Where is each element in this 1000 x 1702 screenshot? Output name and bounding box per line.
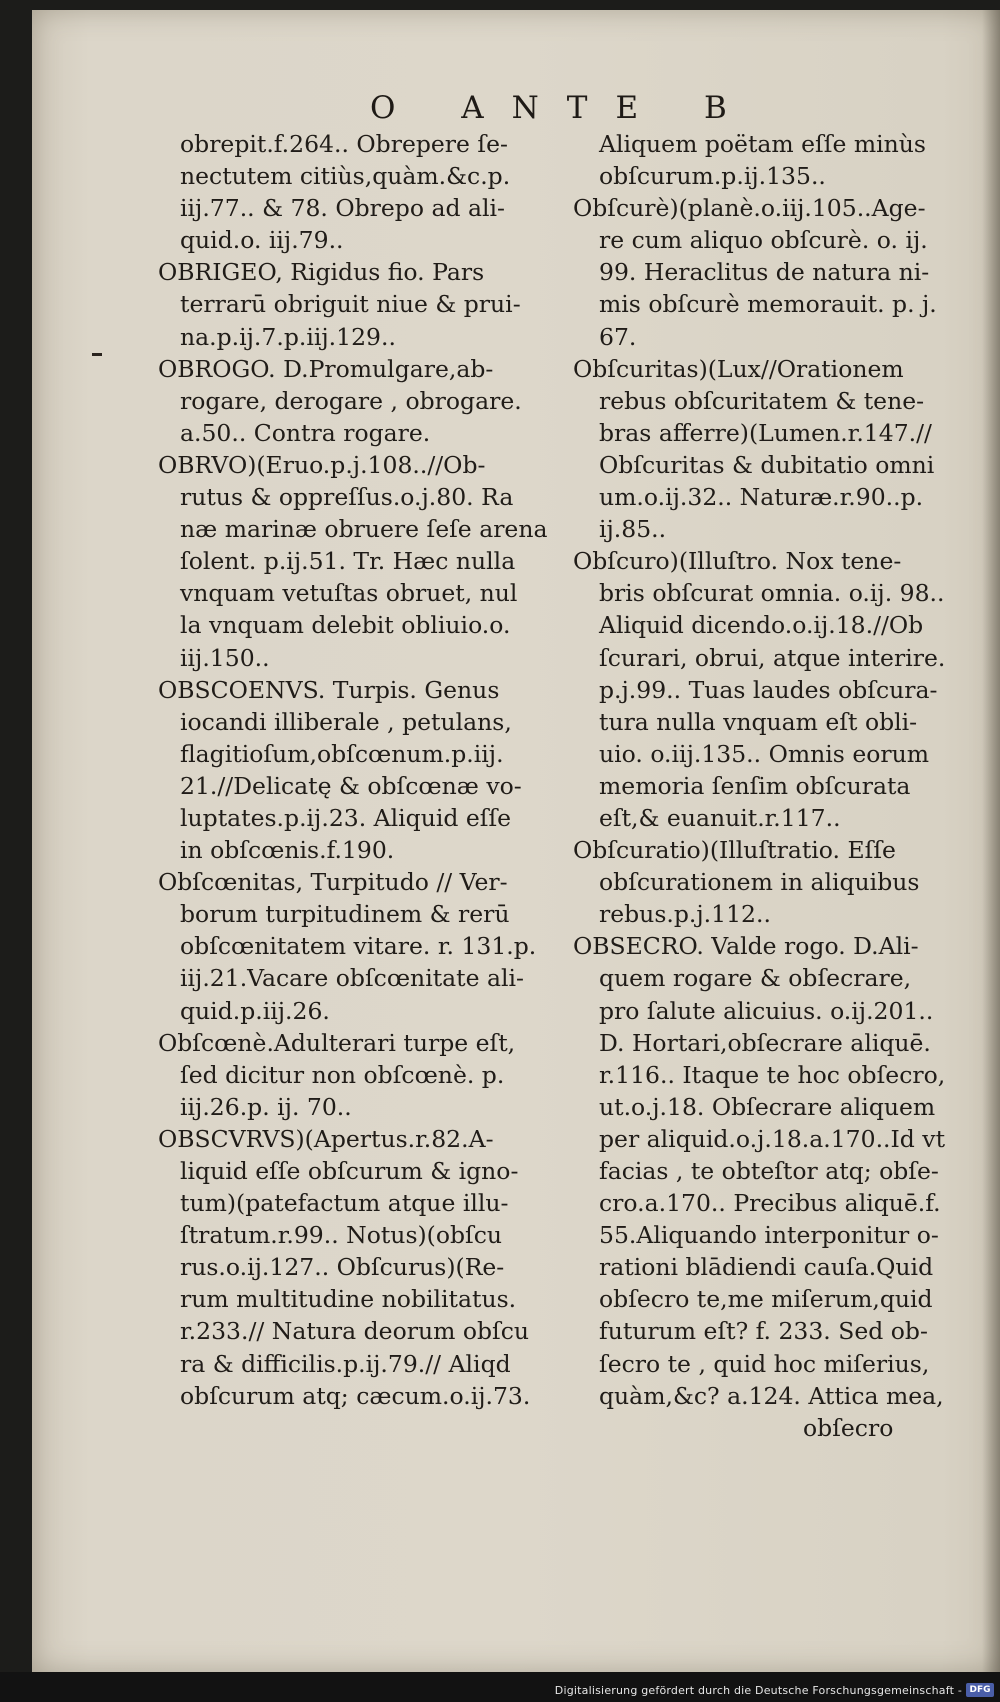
left-line: iij.77.. & 78. Obrepo ad ali- bbox=[180, 194, 505, 223]
right-line: mis obſcurè memorauit. p. j. bbox=[599, 290, 937, 319]
right-line: rationi blādiendi cauſa.Quid bbox=[599, 1253, 934, 1282]
right-line: obſecro te,me miſerum,quid bbox=[599, 1285, 933, 1314]
right-column bbox=[573, 128, 973, 1444]
right-line: tura nulla vnquam eſt obli- bbox=[599, 707, 918, 736]
left-line: ra & difficilis.p.ij.79.// Aliqd bbox=[180, 1349, 511, 1378]
left-line: borum turpitudinem & rerū bbox=[180, 900, 510, 929]
right-line: obſecro bbox=[803, 1413, 894, 1442]
left-line: OBRVO)(Eruo.p.j.108..//Ob- bbox=[158, 450, 486, 479]
dfg-logo: DFG bbox=[966, 1683, 994, 1697]
left-line: terrarū obriguit niue & prui- bbox=[180, 290, 521, 319]
right-line: r.116.. Itaque te hoc obſecro, bbox=[599, 1060, 946, 1089]
left-line: OBROGO. D.Promulgare,ab- bbox=[158, 354, 494, 383]
left-line: iocandi illiberale , petulans, bbox=[180, 707, 512, 736]
left-line: rogare, derogare , obrogare. bbox=[180, 386, 522, 415]
left-line: a.50.. Contra rogare. bbox=[180, 418, 431, 447]
right-line: quàm,&c? a.124. Attica mea, bbox=[599, 1381, 944, 1410]
margin-mark bbox=[92, 353, 102, 356]
right-line: Obſcuritas)(Lux//Orationem bbox=[573, 354, 904, 383]
right-line: ij.85.. bbox=[599, 515, 667, 544]
right-line: Aliquid dicendo.o.ij.18.//Ob bbox=[599, 611, 924, 640]
right-line: rebus obſcuritatem & tene- bbox=[599, 386, 925, 415]
left-line: tum)(patefactum atque illu- bbox=[180, 1189, 509, 1218]
left-line: quid.o. iij.79.. bbox=[180, 226, 344, 255]
left-line: liquid eſſe obſcurum & igno- bbox=[180, 1157, 519, 1185]
left-line: ſtratum.r.99.. Notus)(obſcu bbox=[180, 1221, 503, 1250]
right-line: bras afferre)(Lumen.r.147.// bbox=[599, 418, 932, 447]
left-line: luptates.p.ij.23. Aliquid eſſe bbox=[180, 803, 512, 832]
left-line: flagitioſum,obſcœnum.p.iij. bbox=[180, 739, 504, 768]
left-line: ſolent. p.ij.51. Tr. Hæc nulla bbox=[180, 547, 516, 576]
footer-credit: Digitalisierung gefördert durch die Deutsche Forschungsgemeinschaft - bbox=[554, 1684, 962, 1697]
right-line: futurum eſt? f. 233. Sed ob- bbox=[599, 1317, 928, 1346]
left-line: la vnquam delebit obliuio.o. bbox=[180, 611, 511, 640]
left-line: næ marinæ obruere ſeſe arena bbox=[180, 515, 548, 544]
left-line: OBRIGEO, Rigidus fio. Pars bbox=[158, 258, 485, 287]
right-line: Obſcuritas & dubitatio omni bbox=[599, 450, 935, 479]
left-line: in obſcœnis.f.190. bbox=[180, 836, 395, 865]
right-line: rebus.p.j.112.. bbox=[599, 900, 771, 929]
right-line: eſt,& euanuit.r.117.. bbox=[599, 803, 841, 832]
right-line: Obſcuratio)(Illuſtratio. Eſſe bbox=[573, 836, 896, 865]
right-line: pro ſalute alicuius. o.ij.201.. bbox=[599, 996, 934, 1025]
right-line: bris obſcurat omnia. o.ij. 98.. bbox=[599, 579, 945, 608]
left-line: obrepit.f.264.. Obrepere ſe- bbox=[180, 130, 508, 158]
left-line: obſcœnitatem vitare. r. 131.p. bbox=[180, 932, 537, 961]
right-line: 99. Heraclitus de natura ni- bbox=[599, 258, 930, 287]
right-line: memoria ſenſim obſcurata bbox=[599, 771, 911, 800]
left-column bbox=[158, 128, 556, 1412]
left-line: OBSCOENVS. Turpis. Genus bbox=[158, 675, 500, 704]
left-line: Obſcœnè.Adulterari turpe eſt, bbox=[158, 1028, 516, 1057]
right-line: obſcurum.p.ij.135.. bbox=[599, 162, 826, 191]
right-line: quem rogare & obſecrare, bbox=[599, 964, 912, 993]
left-line: iij.26.p. ij. 70.. bbox=[180, 1092, 352, 1121]
left-line: na.p.ij.7.p.iij.129.. bbox=[180, 322, 396, 351]
left-line: OBSCVRVS)(Apertus.r.82.A- bbox=[158, 1124, 494, 1153]
right-line: D. Hortari,obſecrare aliquē. bbox=[599, 1028, 931, 1057]
left-line: rum multitudine nobilitatus. bbox=[180, 1285, 517, 1314]
left-line: vnquam vetuſtas obruet, nul bbox=[180, 579, 518, 608]
right-line: Obſcuro)(Illuſtro. Nox tene- bbox=[573, 547, 902, 576]
right-line: 55.Aliquando interponitur o- bbox=[599, 1221, 939, 1250]
left-line: ſed dicitur non obſcœnè. p. bbox=[180, 1060, 505, 1089]
right-line: ut.o.j.18. Obſecrare aliquem bbox=[599, 1092, 936, 1121]
running-head: O ANTE B bbox=[370, 90, 755, 126]
right-line: Aliquem poëtam eſſe minùs bbox=[599, 130, 926, 158]
right-line: obſcurationem in aliquibus bbox=[599, 868, 920, 897]
left-line: iij.21.Vacare obſcœnitate ali- bbox=[180, 964, 524, 993]
right-line: 67. bbox=[599, 322, 637, 351]
right-line: Obſcurè)(planè.o.iij.105..Age- bbox=[573, 194, 926, 223]
right-line: per aliquid.o.j.18.a.170..Id vt bbox=[599, 1124, 946, 1153]
right-line: ſcurari, obrui, atque interire. bbox=[599, 643, 946, 672]
gutter-shadow bbox=[982, 10, 1000, 1672]
right-line: facias , te obteſtor atq; obſe- bbox=[599, 1157, 939, 1185]
right-line: uio. o.iij.135.. Omnis eorum bbox=[599, 739, 930, 768]
left-line: iij.150.. bbox=[180, 643, 270, 672]
right-line: ſecro te , quid hoc miſerius, bbox=[599, 1349, 930, 1378]
left-line: r.233.// Natura deorum obſcu bbox=[180, 1317, 530, 1346]
left-line: nectutem citiùs,quàm.&c.p. bbox=[180, 162, 511, 191]
left-line: rus.o.ij.127.. Obſcurus)(Re- bbox=[180, 1253, 505, 1282]
left-line: 21.//Delicatę & obſcœnæ vo- bbox=[180, 771, 522, 800]
left-line: obſcurum atq; cæcum.o.ij.73. bbox=[180, 1381, 531, 1410]
left-line: rutus & oppreſſus.o.j.80. Ra bbox=[180, 483, 514, 512]
right-line: cro.a.170.. Precibus aliquē.f. bbox=[599, 1189, 941, 1218]
right-line: um.o.ij.32.. Naturæ.r.90..p. bbox=[599, 483, 924, 512]
right-line: OBSECRO. Valde rogo. D.Ali- bbox=[573, 932, 919, 961]
left-line: Obſcœnitas, Turpitudo // Ver- bbox=[158, 868, 508, 897]
right-line: p.j.99.. Tuas laudes obſcura- bbox=[599, 675, 938, 704]
left-line: quid.p.iij.26. bbox=[180, 996, 330, 1025]
right-line: re cum aliquo obſcurè. o. ij. bbox=[599, 226, 928, 255]
